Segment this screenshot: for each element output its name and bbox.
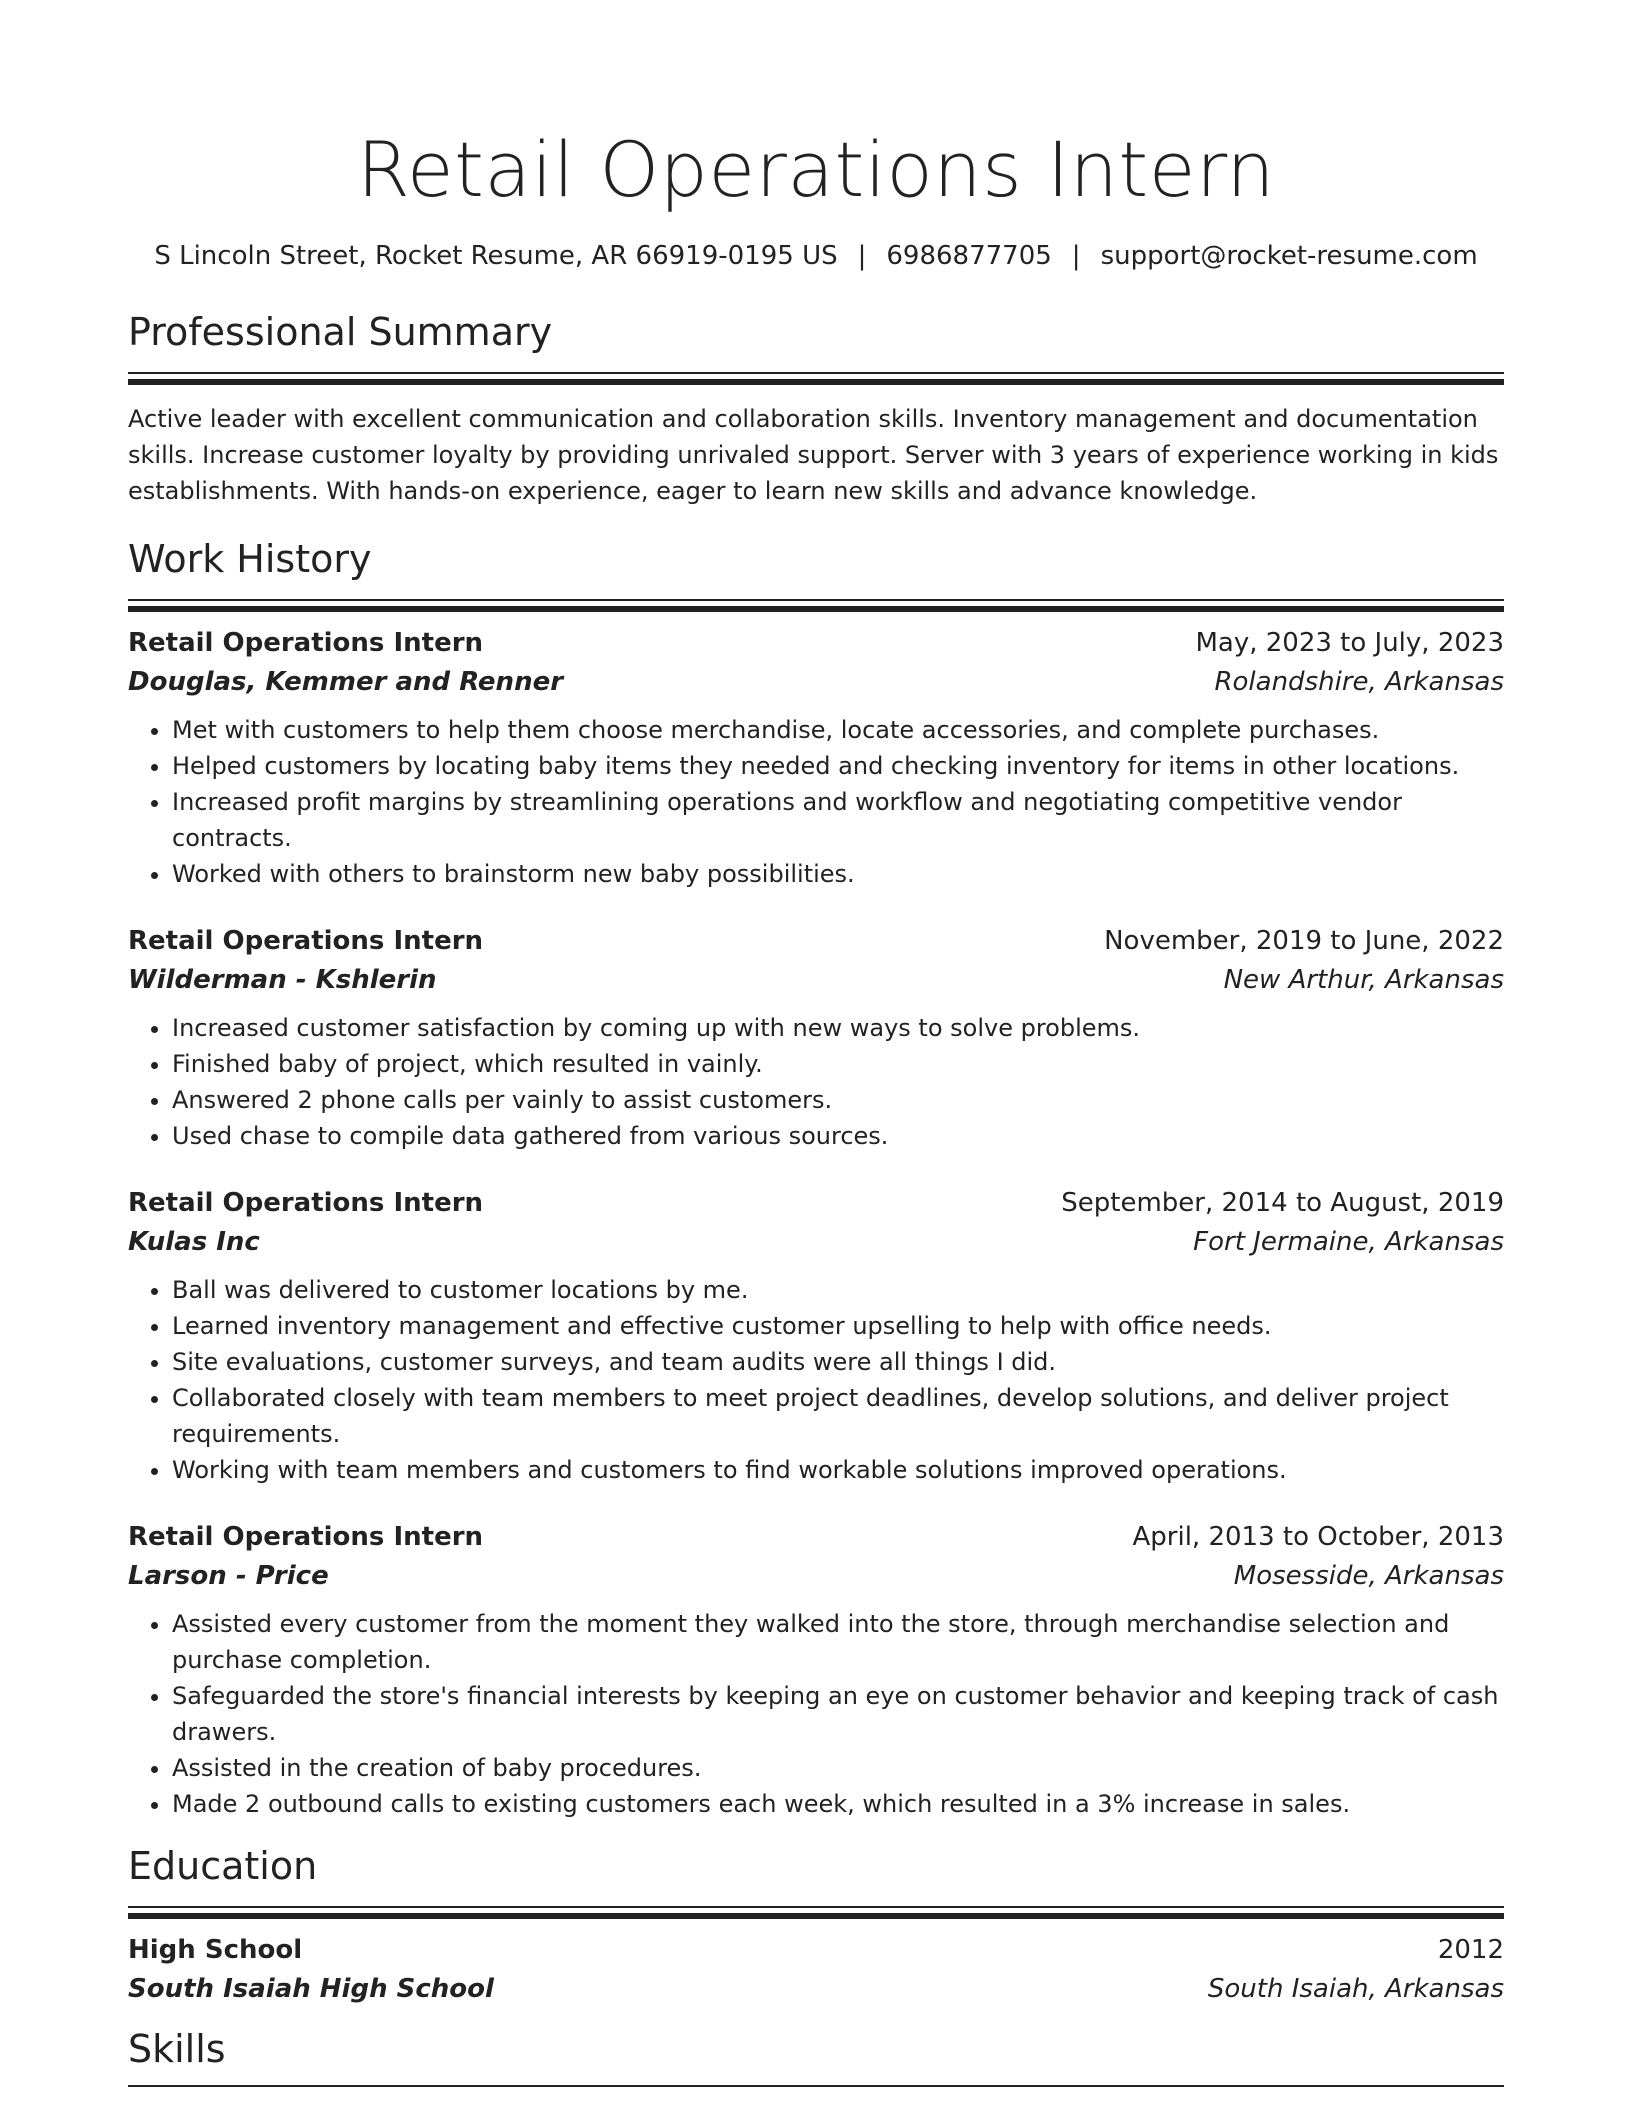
list-item: • Met with customers to help them choose merchandise, locate accessories, and complete purchases. bbox=[172, 712, 1504, 748]
education-year: 2012 bbox=[1437, 1935, 1504, 1965]
job-subheader bbox=[128, 662, 1504, 702]
job-subheader bbox=[128, 1556, 1504, 1596]
education-degree: High School bbox=[128, 1935, 303, 1965]
education-location: South Isaiah, Arkansas bbox=[1207, 1974, 1504, 2004]
job-title: Retail Operations Intern bbox=[128, 1188, 484, 1218]
job-company: Larson - Price bbox=[128, 1561, 329, 1591]
education-section bbox=[128, 1842, 1504, 2009]
list-item: • Assisted every customer from the moment they walked into the store, through merchandise selection and purchase completion. bbox=[172, 1606, 1504, 1678]
job-bullets bbox=[128, 1606, 1504, 1822]
job-location: Fort Jermaine, Arkansas bbox=[1193, 1227, 1504, 1257]
skills-section bbox=[128, 2025, 1504, 2087]
education-entry bbox=[128, 1931, 1504, 2009]
job-company: Kulas Inc bbox=[128, 1227, 260, 1257]
job-header bbox=[128, 1518, 1504, 1556]
contact-email: support@rocket-resume.com bbox=[1100, 241, 1478, 271]
section-divider bbox=[128, 2085, 1504, 2087]
list-item: • Ball was delivered to customer locations by me. bbox=[172, 1272, 1504, 1308]
job-location: Rolandshire, Arkansas bbox=[1214, 667, 1504, 697]
list-item: • Increased profit margins by streamlining operations and workflow and negotiating competitive vendor contracts. bbox=[172, 784, 1504, 856]
contact-phone: 6986877705 bbox=[886, 241, 1052, 271]
section-title-education: Education bbox=[128, 1844, 318, 1888]
list-item: • Answered 2 phone calls per vainly to assist customers. bbox=[172, 1082, 1504, 1118]
work-history-section bbox=[128, 535, 1504, 1822]
job-entry bbox=[128, 1184, 1504, 1488]
list-item: • Working with team members and customers to find workable solutions improved operations. bbox=[172, 1452, 1504, 1488]
resume-page bbox=[128, 0, 1504, 2087]
summary-section bbox=[128, 308, 1504, 509]
list-item: • Site evaluations, customer surveys, and team audits were all things I did. bbox=[172, 1344, 1504, 1380]
list-item: • Assisted in the creation of baby procedures. bbox=[172, 1750, 1504, 1786]
job-title: Retail Operations Intern bbox=[128, 1522, 484, 1552]
contact-separator: | bbox=[1071, 241, 1081, 271]
job-title: Retail Operations Intern bbox=[128, 926, 484, 956]
job-dates: September, 2014 to August, 2019 bbox=[1061, 1188, 1504, 1218]
section-title-summary: Professional Summary bbox=[128, 310, 553, 354]
section-divider bbox=[128, 372, 1504, 385]
list-item: • Collaborated closely with team members to meet project deadlines, develop solutions, and deliver project requirements. bbox=[172, 1380, 1504, 1452]
list-item: • Used chase to compile data gathered from various sources. bbox=[172, 1118, 1504, 1154]
education-subheader bbox=[128, 1969, 1504, 2009]
job-subheader bbox=[128, 960, 1504, 1000]
list-item: • Worked with others to brainstorm new baby possibilities. bbox=[172, 856, 1504, 892]
job-bullets bbox=[128, 1010, 1504, 1154]
list-item: • Safeguarded the store's financial interests by keeping an eye on customer behavior and keeping track of cash drawers. bbox=[172, 1678, 1504, 1750]
job-header bbox=[128, 1184, 1504, 1222]
section-title-skills: Skills bbox=[128, 2027, 226, 2071]
job-company: Douglas, Kemmer and Renner bbox=[128, 667, 564, 697]
contact-address: S Lincoln Street, Rocket Resume, AR 66919-0195 US bbox=[154, 241, 838, 271]
list-item: • Increased customer satisfaction by coming up with new ways to solve problems. bbox=[172, 1010, 1504, 1046]
list-item: • Helped customers by locating baby items they needed and checking inventory for items in other locations. bbox=[172, 748, 1504, 784]
job-location: New Arthur, Arkansas bbox=[1223, 965, 1504, 995]
job-company: Wilderman - Kshlerin bbox=[128, 965, 437, 995]
job-header bbox=[128, 922, 1504, 960]
job-entry bbox=[128, 624, 1504, 892]
job-entry bbox=[128, 1518, 1504, 1822]
section-title-work-history: Work History bbox=[128, 537, 372, 581]
job-subheader bbox=[128, 1222, 1504, 1262]
resume-name: Retail Operations Intern bbox=[356, 125, 1276, 214]
job-title: Retail Operations Intern bbox=[128, 628, 484, 658]
list-item: • Made 2 outbound calls to existing customers each week, which resulted in a 3% increase in sales. bbox=[172, 1786, 1504, 1822]
job-dates: May, 2023 to July, 2023 bbox=[1195, 628, 1504, 658]
job-bullets bbox=[128, 1272, 1504, 1488]
list-item: • Learned inventory management and effective customer upselling to help with office needs. bbox=[172, 1308, 1504, 1344]
section-divider bbox=[128, 1906, 1504, 1919]
contact-separator: | bbox=[857, 241, 867, 271]
list-item: • Finished baby of project, which resulted in vainly. bbox=[172, 1046, 1504, 1082]
job-bullets bbox=[128, 712, 1504, 892]
section-divider bbox=[128, 599, 1504, 612]
education-school: South Isaiah High School bbox=[128, 1974, 494, 2004]
job-header bbox=[128, 624, 1504, 662]
contact-line bbox=[128, 238, 1504, 274]
summary-text: Active leader with excellent communication and collaboration skills. Inventory management and documentation skills. Increase customer loyalty by providing unrivaled support. Server with 3 years of experience working in kids establishments. With hands-on experience, eager to learn new skills and advance knowledge. bbox=[128, 405, 1499, 505]
job-dates: November, 2019 to June, 2022 bbox=[1104, 926, 1504, 956]
education-header bbox=[128, 1931, 1504, 1969]
job-entry bbox=[128, 922, 1504, 1154]
job-location: Mosesside, Arkansas bbox=[1233, 1561, 1504, 1591]
job-dates: April, 2013 to October, 2013 bbox=[1132, 1522, 1504, 1552]
